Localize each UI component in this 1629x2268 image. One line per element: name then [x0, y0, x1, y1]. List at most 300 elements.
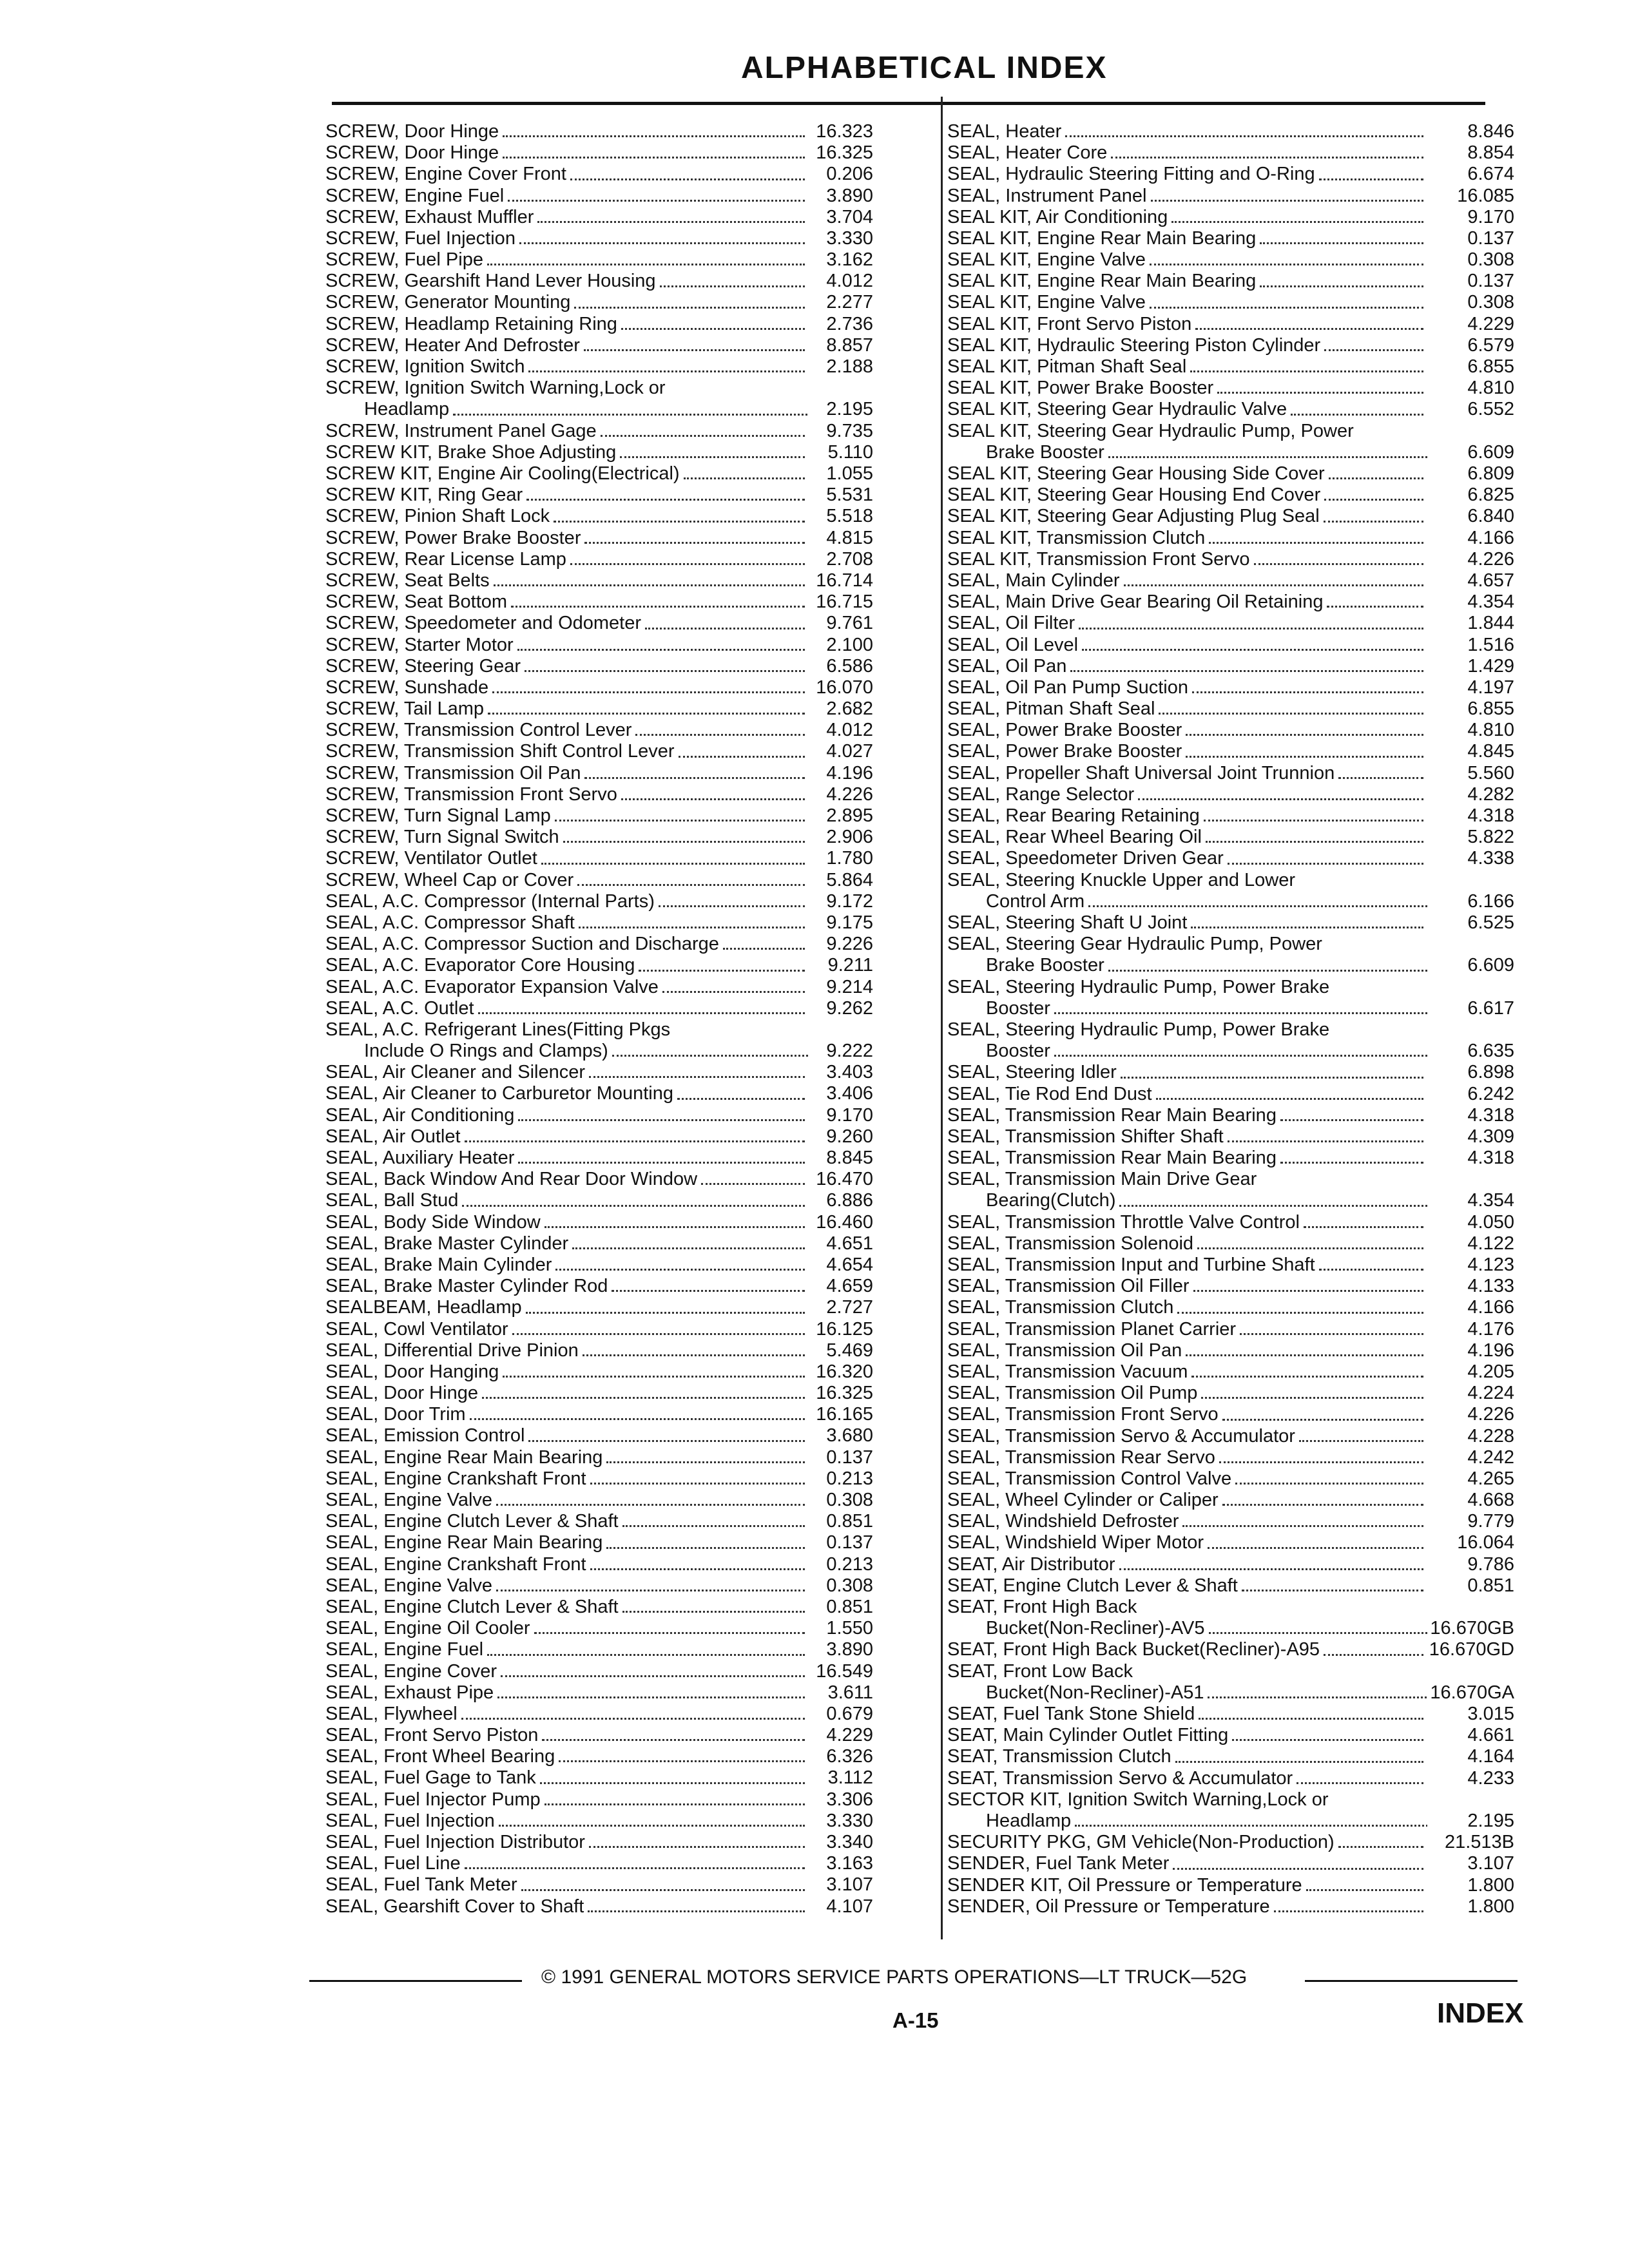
dot-leader [1274, 1910, 1423, 1912]
entry-description [325, 635, 809, 656]
entry-description [325, 1554, 809, 1575]
entry-text: SCREW KIT, Ring Gear [325, 485, 523, 506]
dot-leader [528, 1439, 805, 1442]
entry-description [325, 1704, 809, 1725]
index-entry [325, 207, 873, 228]
entry-description [325, 591, 809, 613]
index-entry [947, 378, 1514, 399]
entry-page-ref: 9.786 [1467, 1553, 1514, 1575]
entry-text: SCREW, Door Hinge [325, 142, 499, 164]
index-entry [325, 442, 873, 463]
index-entry [325, 1083, 873, 1104]
entry-text: SCREW, Sunshade [325, 677, 489, 698]
entry-page-ref: 9.211 [827, 955, 873, 976]
index-entry [325, 1297, 873, 1318]
entry-text: SCREW, Generator Mounting [325, 292, 571, 313]
entry-description [325, 870, 809, 891]
entry-description [325, 228, 809, 249]
entry-page-ref: 9.735 [826, 420, 873, 441]
entry-text: SEAL, Main Cylinder [947, 570, 1120, 591]
index-entry [325, 870, 873, 891]
dot-leader [545, 1225, 805, 1228]
entry-text: SEAL, Transmission Rear Servo [947, 1446, 1215, 1468]
entry-page-ref: 0.137 [1467, 271, 1514, 292]
dot-leader [1119, 1568, 1423, 1570]
dot-leader [1186, 733, 1423, 736]
entry-text: SEAL, A.C. Refrigerant Lines(Fitting Pkgs [325, 1019, 671, 1040]
entry-page-ref: 4.309 [1467, 1126, 1514, 1147]
dot-leader [1054, 1012, 1427, 1014]
entry-description [325, 1832, 809, 1853]
index-entry [325, 1767, 873, 1789]
dot-leader [1150, 306, 1423, 309]
index-entry [325, 485, 873, 506]
dot-leader [1254, 562, 1423, 565]
entry-description [947, 1297, 1427, 1318]
entry-text: SEAL, Tie Rod End Dust [947, 1083, 1152, 1104]
index-entry [947, 912, 1514, 934]
entry-page-ref: 8.854 [1467, 142, 1514, 164]
entry-description [325, 677, 809, 698]
entry-text: SCREW, Instrument Panel Gage [325, 420, 597, 441]
entry-description [325, 1874, 809, 1896]
entry-page-ref: 16.165 [816, 1404, 873, 1425]
footer-rule-right [1305, 1980, 1518, 1982]
entry-description [947, 228, 1427, 249]
entry-text: SEAL KIT, Steering Gear Adjusting Plug Seal [947, 506, 1320, 527]
dot-leader [559, 1760, 805, 1762]
index-entry [325, 421, 873, 442]
index-entry [947, 142, 1514, 164]
entry-text: SEAL, Air Cleaner to Carburetor Mounting [325, 1083, 673, 1104]
entry-text: SEAL KIT, Engine Rear Main Bearing [947, 227, 1257, 249]
entry-page-ref: 16.085 [1457, 185, 1514, 206]
entry-page-ref: 6.525 [1467, 912, 1514, 933]
entry-text: SEAL, Rear Wheel Bearing Oil [947, 827, 1202, 848]
entry-description [325, 378, 809, 420]
entry-description [947, 848, 1427, 869]
entry-page-ref: 2.727 [826, 1297, 873, 1318]
entry-text: SEAL, Pitman Shaft Seal [947, 698, 1155, 720]
entry-page-ref: 6.609 [1467, 441, 1514, 463]
index-entry [947, 1105, 1514, 1126]
entry-description [947, 378, 1427, 399]
entry-text: SEAL, Main Drive Gear Bearing Oil Retaining [947, 591, 1324, 613]
dot-leader [528, 370, 805, 372]
entry-page-ref: 4.659 [826, 1276, 873, 1297]
index-entry [325, 1383, 873, 1404]
index-entry [325, 1639, 873, 1660]
entry-description [947, 591, 1427, 613]
index-entry [947, 977, 1514, 1019]
index-entry [325, 591, 873, 613]
dot-leader [590, 1568, 805, 1570]
entry-description [947, 763, 1427, 784]
entry-description [325, 827, 809, 848]
entry-description [947, 1532, 1427, 1553]
index-entry [947, 1639, 1514, 1660]
entry-page-ref: 2.708 [826, 548, 873, 570]
dot-leader [1232, 1738, 1423, 1741]
entry-page-ref: 0.851 [826, 1596, 873, 1617]
entry-text: SEAL, Windshield Defroster [947, 1511, 1179, 1532]
index-column-left [325, 121, 873, 1917]
entry-text: SEAL, Transmission Control Valve [947, 1468, 1232, 1489]
index-entry [947, 164, 1514, 185]
entry-description [947, 121, 1427, 142]
entry-page-ref: 8.857 [826, 334, 873, 356]
entry-text: SCREW KIT, Engine Air Cooling(Electrical) [325, 463, 680, 484]
entry-text: SCREW, Exhaust Muffler [325, 206, 534, 227]
index-entry [325, 1490, 873, 1511]
entry-page-ref: 16.320 [816, 1361, 873, 1382]
entry-page-ref: 6.326 [826, 1746, 873, 1767]
dot-leader [1324, 498, 1423, 501]
entry-page-ref: 4.228 [1467, 1425, 1514, 1446]
dot-leader [1324, 520, 1423, 523]
dot-leader [1065, 135, 1423, 137]
entry-description [325, 1725, 809, 1746]
entry-text: SEAL, Oil Level [947, 634, 1079, 655]
index-entry [325, 1169, 873, 1190]
entry-description [325, 1383, 809, 1404]
entry-description [947, 1126, 1427, 1148]
entry-description [947, 249, 1427, 271]
entry-text: SEAL, Windshield Wiper Motor [947, 1532, 1204, 1553]
entry-page-ref: 6.586 [826, 655, 873, 677]
entry-page-ref: 4.242 [1467, 1446, 1514, 1468]
dot-leader [537, 220, 805, 223]
entry-page-ref: 2.682 [826, 698, 873, 720]
entry-text: SEAL, Engine Rear Main Bearing [325, 1532, 603, 1553]
entry-continuation: Booster [986, 997, 1050, 1019]
entry-description [325, 784, 809, 805]
entry-text: SEAL, Fuel Injector Pump [325, 1789, 541, 1810]
entry-text: SEAL, Exhaust Pipe [325, 1682, 494, 1703]
entry-page-ref: 4.012 [826, 720, 873, 741]
page-number: A-15 [892, 2008, 939, 2032]
entry-description [325, 1767, 809, 1789]
entry-text: SCREW, Fuel Pipe [325, 249, 483, 271]
entry-text: SEAL, Door Hanging [325, 1361, 499, 1382]
entry-page-ref: 9.761 [826, 613, 873, 634]
entry-description [325, 1276, 809, 1297]
entry-text: SEAL, Door Hinge [325, 1383, 478, 1404]
entry-text: SEAL, Transmission Front Servo [947, 1404, 1219, 1425]
entry-description [947, 1875, 1427, 1896]
entry-text: SEAL, A.C. Compressor Suction and Discharge [325, 934, 719, 955]
entry-text: SEAL, Heater [947, 120, 1062, 142]
entry-text: SEAL, Brake Main Cylinder [325, 1254, 552, 1275]
entry-description [325, 1105, 809, 1126]
entry-text: SEAT, Air Distributor [947, 1553, 1115, 1575]
entry-text: SEAL, Engine Clutch Lever & Shaft [325, 1596, 619, 1617]
index-entry [947, 314, 1514, 335]
index-entry [947, 1490, 1514, 1511]
dot-leader [590, 1482, 805, 1485]
dot-leader [606, 1461, 805, 1463]
entry-description [947, 1853, 1427, 1874]
entry-page-ref: 2.906 [826, 827, 873, 848]
dot-leader [679, 755, 805, 758]
index-entry [325, 1254, 873, 1276]
index-entry [947, 1575, 1514, 1597]
index-entry [947, 1704, 1514, 1725]
entry-text: SECTOR KIT, Ignition Switch Warning,Lock or [947, 1789, 1329, 1810]
index-entry [947, 528, 1514, 549]
entry-text: SCREW, Wheel Cap or Cover [325, 869, 574, 890]
entry-description [947, 1661, 1427, 1704]
dot-leader [482, 1396, 805, 1399]
entry-page-ref: 4.166 [1467, 527, 1514, 548]
dot-leader [723, 947, 805, 950]
index-entry [947, 1853, 1514, 1874]
entry-description [947, 1746, 1427, 1767]
dot-leader [555, 1268, 805, 1271]
entry-text: SEAT, Engine Clutch Lever & Shaft [947, 1575, 1238, 1596]
entry-text: SEAL KIT, Steering Gear Hydraulic Valve [947, 399, 1287, 420]
index-entry [325, 955, 873, 976]
entry-description [325, 1425, 809, 1446]
entry-text: SCREW, Gearshift Hand Lever Housing [325, 271, 656, 292]
index-entry [947, 1597, 1514, 1639]
entry-description [947, 506, 1427, 527]
index-entry [947, 1511, 1514, 1532]
entry-page-ref: 4.810 [1467, 720, 1514, 741]
index-entry [947, 399, 1514, 420]
entry-page-ref: 3.162 [826, 249, 873, 271]
index-entry [325, 1361, 873, 1383]
entry-page-ref: 4.197 [1467, 677, 1514, 698]
dot-leader [487, 263, 805, 265]
entry-description [325, 698, 809, 720]
entry-text: SEAL, Transmission Shifter Shaft [947, 1126, 1224, 1147]
index-entry [947, 1276, 1514, 1297]
entry-description [947, 399, 1427, 420]
index-entry [947, 1019, 1514, 1062]
dot-leader [1108, 456, 1427, 458]
index-entry [325, 549, 873, 570]
entry-description [325, 848, 809, 869]
dot-leader [584, 349, 805, 351]
entry-description [947, 570, 1427, 591]
entry-continuation: Brake Booster [986, 441, 1104, 463]
dot-leader [639, 969, 805, 972]
dot-leader [583, 1354, 805, 1356]
index-entry [947, 1532, 1514, 1553]
index-entry [947, 1554, 1514, 1575]
index-entry [947, 656, 1514, 677]
entry-description [947, 421, 1427, 463]
entry-page-ref: 4.338 [1467, 848, 1514, 869]
index-entry [947, 848, 1514, 869]
entry-page-ref: 1.516 [1467, 634, 1514, 655]
entry-text: SEAL, A.C. Compressor (Internal Parts) [325, 890, 655, 912]
entry-page-ref: 9.175 [826, 912, 873, 933]
entry-text: SEAL, Transmission Oil Pump [947, 1383, 1198, 1404]
entry-page-ref: 9.214 [826, 976, 873, 997]
entry-page-ref: 16.064 [1457, 1532, 1514, 1553]
dot-leader [1240, 1332, 1423, 1335]
entry-page-ref: 3.890 [826, 1639, 873, 1660]
index-entry [947, 1084, 1514, 1105]
dot-leader [1204, 819, 1423, 822]
dot-leader [1054, 1054, 1427, 1057]
entry-text: SEAL, Engine Oil Cooler [325, 1618, 530, 1639]
entry-page-ref: 3.611 [827, 1682, 873, 1703]
entry-page-ref: 4.265 [1467, 1468, 1514, 1489]
entry-description [947, 142, 1427, 164]
entry-description [325, 121, 809, 142]
entry-page-ref: 6.809 [1467, 463, 1514, 484]
entry-description [325, 977, 809, 998]
index-entry [947, 1725, 1514, 1746]
dot-leader [622, 1610, 805, 1613]
dot-leader [1242, 1589, 1423, 1591]
entry-text: SCREW, Steering Gear [325, 655, 521, 677]
entry-text: SCREW, Speedometer and Odometer [325, 613, 642, 634]
entry-description [325, 1575, 809, 1597]
entry-text: SEAL, Engine Rear Main Bearing [325, 1446, 603, 1468]
entry-description [325, 1212, 809, 1233]
entry-continuation: Headlamp [364, 399, 450, 420]
index-entry [325, 763, 873, 784]
entry-page-ref: 4.107 [826, 1896, 873, 1917]
index-entry [325, 1062, 873, 1083]
entry-text: SEAL, Oil Pan [947, 655, 1067, 677]
entry-page-ref: 3.403 [826, 1062, 873, 1083]
dot-leader [503, 1375, 805, 1378]
entry-description [325, 1789, 809, 1811]
index-entry [325, 121, 873, 142]
entry-page-ref: 8.846 [1467, 120, 1514, 142]
dot-leader [534, 1631, 805, 1634]
dot-leader [1319, 1268, 1423, 1271]
entry-text: SEAL KIT, Power Brake Booster [947, 378, 1214, 399]
entry-description [947, 827, 1427, 848]
entry-description [325, 1511, 809, 1532]
entry-page-ref: 2.100 [826, 634, 873, 655]
entry-text: SCREW, Ignition Switch Warning,Lock or [325, 378, 666, 399]
dot-leader [621, 798, 805, 800]
entry-text: SEAL, Power Brake Booster [947, 741, 1182, 762]
entry-description [325, 955, 809, 976]
entry-text: SEAL KIT, Engine Valve [947, 292, 1146, 313]
entry-description [325, 1490, 809, 1511]
entry-page-ref: 9.260 [826, 1126, 873, 1147]
entry-description [325, 1811, 809, 1832]
dot-leader [555, 819, 805, 822]
entry-text: SCREW, Seat Belts [325, 570, 490, 591]
entry-text: SEAL, Heater Core [947, 142, 1108, 164]
entry-text: SEAL, Air Outlet [325, 1126, 461, 1147]
entry-text: SEAL, Wheel Cylinder or Caliper [947, 1490, 1219, 1511]
entry-text: SEAL, A.C. Compressor Shaft [325, 912, 575, 933]
dot-leader [684, 477, 805, 479]
dot-leader [570, 178, 805, 180]
entry-text: SEAT, Main Cylinder Outlet Fitting [947, 1725, 1229, 1746]
index-entry [325, 1746, 873, 1767]
index-entry [325, 1404, 873, 1425]
entry-text: SEAL, Air Cleaner and Silencer [325, 1062, 585, 1083]
entry-description [947, 1426, 1427, 1447]
dot-leader [542, 1738, 805, 1741]
entry-page-ref: 16.070 [816, 677, 873, 698]
dot-leader [1193, 1289, 1424, 1292]
dot-leader [540, 1782, 805, 1784]
index-entry [947, 1875, 1514, 1896]
index-entry [947, 1383, 1514, 1404]
entry-page-ref: 0.137 [826, 1532, 873, 1553]
index-entry [325, 1019, 873, 1062]
entry-text: SCREW, Ventilator Outlet [325, 848, 537, 869]
entry-text: SEAL, Transmission Input and Turbine Shaft [947, 1254, 1315, 1276]
index-column-right [947, 121, 1514, 1917]
entry-page-ref: 6.855 [1467, 356, 1514, 378]
index-entry [325, 1532, 873, 1553]
entry-text: SCREW, Transmission Shift Control Lever [325, 741, 675, 762]
entry-page-ref: 5.864 [826, 869, 873, 890]
entry-text: SEAL, Cowl Ventilator [325, 1318, 508, 1340]
entry-page-ref: 2.736 [826, 313, 873, 334]
entry-page-ref: 4.661 [1467, 1725, 1514, 1746]
entry-description [325, 805, 809, 827]
entry-text: SCREW, Transmission Oil Pan [325, 762, 581, 783]
entry-description [947, 1404, 1427, 1425]
entry-text: SEAL, Transmission Vacuum [947, 1361, 1188, 1382]
entry-description [325, 1532, 809, 1553]
entry-description [947, 934, 1427, 976]
dot-leader [612, 1289, 805, 1292]
dot-leader [499, 1824, 805, 1827]
index-entry [325, 1618, 873, 1639]
index-entry [325, 741, 873, 762]
entry-page-ref: 2.895 [826, 805, 873, 826]
dot-leader [512, 1332, 805, 1335]
entry-description [325, 891, 809, 912]
index-entry [325, 1511, 873, 1532]
index-entry [947, 549, 1514, 570]
entry-text: SEAL, A.C. Outlet [325, 997, 474, 1019]
entry-page-ref: 9.170 [826, 1104, 873, 1126]
dot-leader [1260, 285, 1423, 287]
entry-page-ref: 3.330 [826, 1810, 873, 1831]
entry-page-ref: 9.222 [826, 1041, 873, 1062]
entry-description [947, 1511, 1427, 1532]
entry-text: SEAL, Transmission Rear Main Bearing [947, 1104, 1277, 1126]
index-entry [947, 613, 1514, 634]
entry-text: SEAL, Steering Gear Hydraulic Pump, Power [947, 934, 1322, 955]
entry-text: SEAL, Transmission Solenoid [947, 1233, 1194, 1254]
dot-leader [1190, 370, 1423, 372]
title-rule [332, 102, 1485, 105]
index-entry [947, 1426, 1514, 1447]
entry-text: SCREW KIT, Brake Shoe Adjusting [325, 441, 617, 463]
index-entry [325, 934, 873, 955]
dot-leader [1338, 776, 1423, 779]
dot-leader [1228, 862, 1423, 865]
entry-page-ref: 3.680 [826, 1425, 873, 1446]
entry-description [325, 1233, 809, 1254]
entry-description [947, 549, 1427, 570]
entry-page-ref: 6.840 [1467, 506, 1514, 527]
entry-description [325, 271, 809, 292]
entry-page-ref: 6.635 [1467, 1041, 1514, 1062]
dot-leader [1186, 1354, 1423, 1356]
entry-description [947, 1704, 1427, 1725]
entry-page-ref: 2.195 [1467, 1810, 1514, 1831]
index-entry [325, 1554, 873, 1575]
